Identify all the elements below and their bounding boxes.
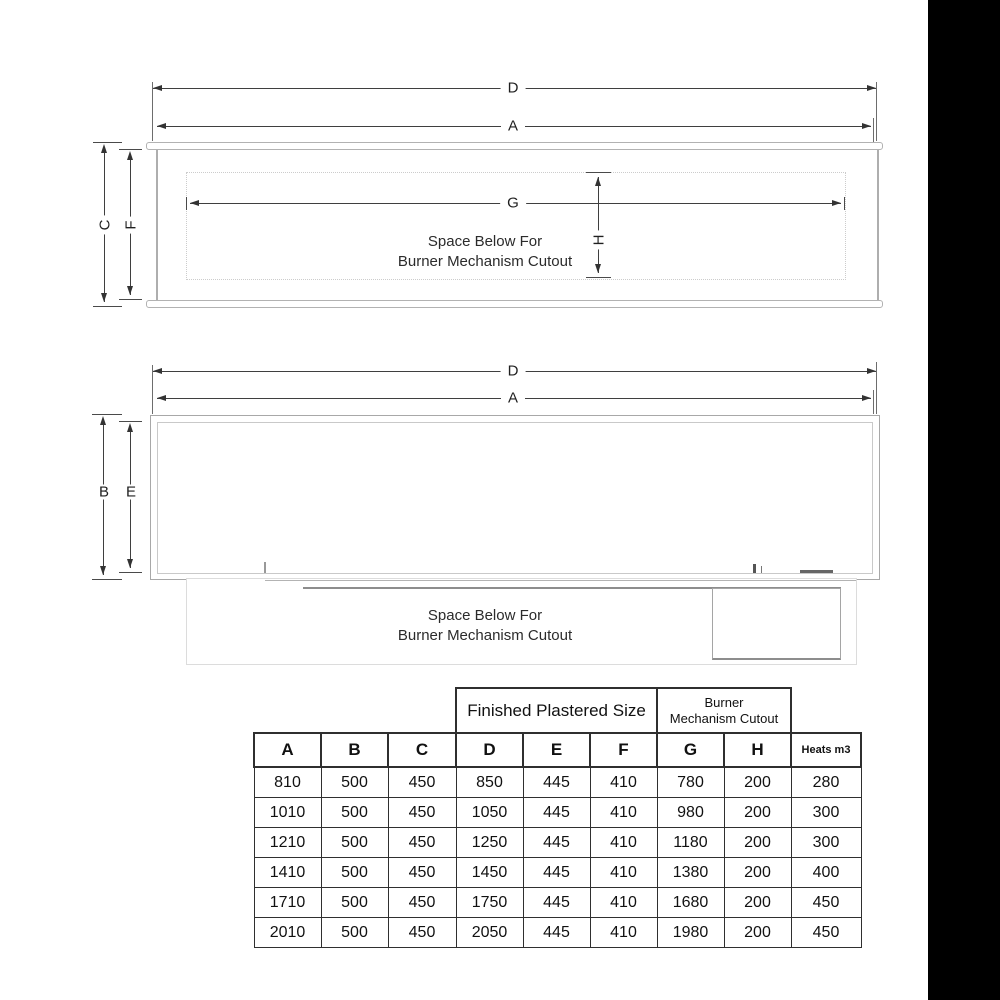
f-tick-bottom	[119, 299, 142, 300]
col-header-d: D	[456, 733, 523, 767]
col-header-h: H	[724, 733, 791, 767]
arrow-up-icon	[100, 416, 106, 425]
col-header-a: A	[254, 733, 321, 767]
table-row	[254, 767, 861, 798]
cell: 410	[590, 798, 657, 828]
cell: 450	[791, 918, 861, 948]
cell: 445	[523, 828, 590, 858]
cell: 1210	[254, 828, 321, 858]
front-cutout-note	[325, 606, 645, 646]
cell: 410	[590, 828, 657, 858]
dim-label-b: B	[92, 485, 116, 500]
dim-label-a-front: A	[501, 391, 525, 406]
cell: 1710	[254, 888, 321, 918]
cell: 500	[321, 858, 388, 888]
arrow-right-icon	[862, 395, 871, 401]
blank-cell	[791, 688, 861, 733]
col-header-e: E	[523, 733, 590, 767]
f-tick-top	[119, 149, 142, 150]
cell: 450	[388, 888, 456, 918]
arrow-left-icon	[157, 395, 166, 401]
arrow-right-icon	[862, 123, 871, 129]
col-header-heats-m3: Heats m3	[791, 733, 861, 767]
cell: 400	[791, 858, 861, 888]
arrow-right-icon	[867, 85, 876, 91]
arrow-down-icon	[101, 293, 107, 302]
table-row	[254, 918, 861, 948]
cell: 445	[523, 918, 590, 948]
plan-cutout-note	[325, 232, 645, 272]
e-tick-top	[119, 421, 142, 422]
tab-mark-right-a	[753, 564, 756, 573]
arrow-up-icon	[101, 144, 107, 153]
cell: 445	[523, 858, 590, 888]
b-tick-top	[92, 414, 122, 415]
table-row	[254, 798, 861, 828]
cell: 410	[590, 918, 657, 948]
cell: 500	[321, 798, 388, 828]
plan-right-edge	[877, 150, 879, 300]
group-header-row	[254, 688, 861, 733]
g-tick-right	[844, 197, 845, 210]
dim-label-c: C	[98, 216, 113, 235]
plan-back-edge-bar	[146, 300, 883, 308]
cell: 450	[791, 888, 861, 918]
cell: 410	[590, 858, 657, 888]
note-line1: Space Below For	[427, 233, 543, 250]
cell: 500	[321, 918, 388, 948]
dim-label-d-top: D	[501, 81, 526, 96]
cell: 780	[657, 767, 724, 798]
col-header-g: G	[657, 733, 724, 767]
front-inner-frame	[157, 422, 873, 574]
cell: 1050	[456, 798, 523, 828]
cell: 1180	[657, 828, 724, 858]
burner-mechanism-box	[712, 588, 841, 660]
cell: 450	[388, 798, 456, 828]
note-line2: Burner Mechanism Cutout	[397, 253, 573, 270]
cell: 1750	[456, 888, 523, 918]
cell: 280	[791, 767, 861, 798]
col-header-c: C	[388, 733, 456, 767]
column-header-row	[254, 733, 861, 767]
burner-header-line2: Mechanism Cutout	[669, 710, 779, 726]
arrow-down-icon	[127, 286, 133, 295]
tray-line-light	[265, 580, 856, 581]
cell: 500	[321, 888, 388, 918]
g-tick-left	[186, 197, 187, 210]
top-ext-line-right-d	[876, 82, 877, 141]
c-tick-bottom	[93, 306, 122, 307]
cell: 2050	[456, 918, 523, 948]
cell: 200	[724, 888, 791, 918]
burner-header-line1: Burner	[704, 694, 744, 710]
note-line1: Space Below For	[427, 607, 543, 624]
blank-cell	[254, 688, 456, 733]
dimension-spec-table	[253, 687, 862, 948]
cell: 410	[590, 888, 657, 918]
cell: 410	[590, 767, 657, 798]
arrow-left-icon	[153, 368, 162, 374]
cell: 2010	[254, 918, 321, 948]
arrow-up-icon	[595, 177, 601, 186]
top-ext-line-right-a	[873, 118, 874, 142]
cell: 1410	[254, 858, 321, 888]
cell: 200	[724, 828, 791, 858]
table-row	[254, 888, 861, 918]
table-row	[254, 828, 861, 858]
cell: 450	[388, 828, 456, 858]
group-header-burner-mechanism-cutout	[657, 688, 791, 733]
cell: 850	[456, 767, 523, 798]
cell: 1380	[657, 858, 724, 888]
cell: 980	[657, 798, 724, 828]
h-tick-bottom	[586, 277, 611, 278]
handle-mark	[800, 570, 833, 573]
dim-label-d-front: D	[501, 364, 526, 379]
col-header-f: F	[590, 733, 657, 767]
arrow-right-icon	[867, 368, 876, 374]
cell: 445	[523, 888, 590, 918]
arrow-up-icon	[127, 151, 133, 160]
cell: 200	[724, 798, 791, 828]
group-header-finished-plastered-size: Finished Plastered Size	[456, 688, 657, 733]
arrow-left-icon	[190, 200, 199, 206]
cell: 1680	[657, 888, 724, 918]
e-tick-bottom	[119, 572, 142, 573]
tab-mark-right-b	[761, 566, 762, 573]
table-row	[254, 858, 861, 888]
plan-left-edge	[156, 150, 158, 300]
arrow-down-icon	[100, 566, 106, 575]
col-header-b: B	[321, 733, 388, 767]
c-tick-top	[93, 142, 122, 143]
cell: 200	[724, 918, 791, 948]
cell: 445	[523, 798, 590, 828]
cell: 450	[388, 767, 456, 798]
arrow-up-icon	[127, 423, 133, 432]
cell: 200	[724, 858, 791, 888]
dim-label-g: G	[500, 196, 526, 211]
cell: 1980	[657, 918, 724, 948]
cell: 450	[388, 858, 456, 888]
front-ext-line-right-a	[873, 390, 874, 414]
dim-label-f: F	[124, 216, 139, 233]
cell: 445	[523, 767, 590, 798]
cell: 200	[724, 767, 791, 798]
cell: 1450	[456, 858, 523, 888]
tab-mark-left	[264, 562, 266, 573]
cell: 810	[254, 767, 321, 798]
h-tick-top	[586, 172, 611, 173]
arrow-left-icon	[157, 123, 166, 129]
dim-label-h: H	[592, 231, 607, 250]
arrow-down-icon	[127, 559, 133, 568]
b-tick-bottom	[92, 579, 122, 580]
cell: 500	[321, 828, 388, 858]
dim-label-a-top: A	[501, 119, 525, 134]
arrow-left-icon	[153, 85, 162, 91]
cell: 300	[791, 828, 861, 858]
cell: 300	[791, 798, 861, 828]
cell: 500	[321, 767, 388, 798]
arrow-right-icon	[832, 200, 841, 206]
front-ext-line-right-d	[876, 362, 877, 414]
dim-label-e: E	[119, 485, 143, 500]
cell: 1010	[254, 798, 321, 828]
plan-front-edge-bar	[146, 142, 883, 150]
note-line2: Burner Mechanism Cutout	[397, 627, 573, 644]
cell: 1250	[456, 828, 523, 858]
right-black-band	[928, 0, 1000, 1000]
cell: 450	[388, 918, 456, 948]
